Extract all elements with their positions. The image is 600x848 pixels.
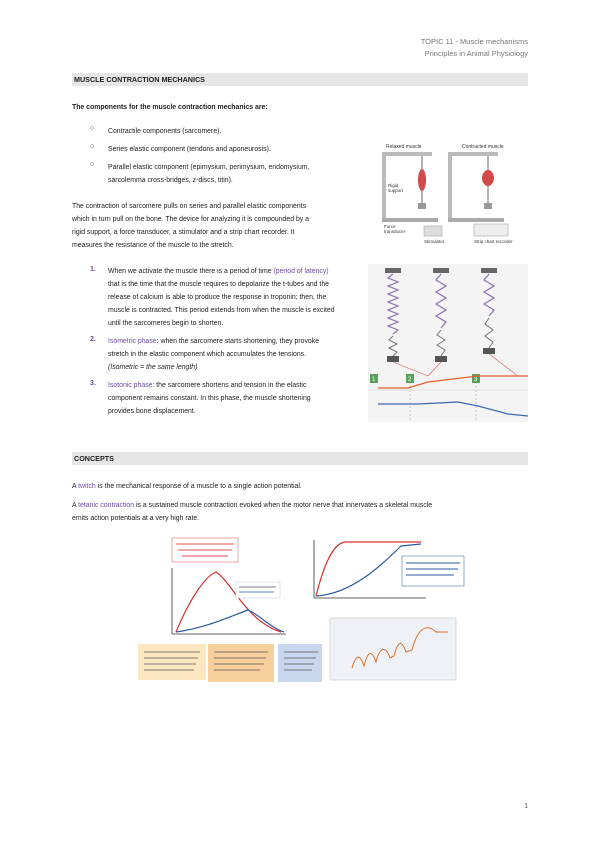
step1-line1 bbox=[108, 266, 329, 277]
label-relaxed: Relaxed muscle bbox=[386, 144, 422, 150]
twitch-curve bbox=[176, 610, 284, 632]
bullet-parallel-cont: sarcolemma cross-bridges, z-discs, titin). bbox=[108, 177, 233, 184]
support-base bbox=[382, 218, 438, 222]
step1-lead: When we activate the muscle there is a period of time bbox=[108, 268, 274, 275]
tetanic-definition bbox=[72, 500, 432, 511]
elastic-component-figure bbox=[368, 264, 528, 422]
section-title-mechanics: MUSCLE CONTRACTION MECHANICS bbox=[72, 73, 528, 86]
bullet-contractile: Contractile components (sarcomere). bbox=[108, 128, 222, 135]
label-force: Force bbox=[384, 224, 396, 229]
bullet-marker: ○ bbox=[90, 161, 95, 168]
twitch-graphs-figure bbox=[136, 536, 476, 682]
phase-label-3: 3 bbox=[474, 377, 478, 383]
relaxed-muscle bbox=[418, 169, 426, 191]
para-line: which in turn pull on the bone. The device for analyzing it is compounded by a bbox=[72, 216, 309, 223]
twitch-definition bbox=[72, 481, 302, 492]
step1-line: that is the time that the muscle requires to depolarize the t-tubes and the bbox=[108, 281, 330, 288]
label-rigid: Rigid bbox=[388, 183, 399, 188]
force-transducer-left bbox=[418, 203, 426, 209]
step-number: 2. bbox=[90, 336, 96, 343]
relaxation-note bbox=[278, 644, 322, 682]
step1-term: (period of latency) bbox=[273, 268, 329, 275]
label-support: support bbox=[388, 188, 404, 193]
tetanic-rest: is a sustained muscle contraction evoked when the motor nerve that innervates a skeletal muscle bbox=[134, 502, 433, 509]
tetanic-line2: emits action potentials at a very high rate. bbox=[72, 515, 200, 522]
callout-box bbox=[402, 556, 464, 586]
step2-italic: (Isometric = the same length) bbox=[108, 364, 198, 371]
page-number: 1 bbox=[524, 803, 528, 810]
bullet-series: Series elastic component (tendons and aponeurosis). bbox=[108, 146, 271, 153]
stimulator-box bbox=[424, 226, 442, 236]
para-line: rigid support, a force transducer, a stimulator and a strip chart recorder. It bbox=[72, 229, 295, 236]
step2-line1 bbox=[108, 336, 319, 347]
strip-chart-recorder bbox=[474, 224, 508, 236]
step1-line: until the sarcomeres begin to shorten. bbox=[108, 320, 224, 327]
label-transducer: transducer bbox=[384, 229, 406, 234]
header-course: Principles in Animal Physiology bbox=[424, 49, 528, 58]
intro-text: The components for the muscle contraction mechanics are: bbox=[72, 104, 268, 111]
bullet-parallel: Parallel elastic component (epimysium, perimysium, endomysium, bbox=[108, 164, 310, 171]
step3-line1 bbox=[108, 380, 306, 391]
para-line: The contraction of sarcomere pulls on series and parallel elastic components bbox=[72, 203, 307, 210]
twitch-graph bbox=[172, 538, 286, 634]
header-topic: TOPIC 11 - Muscle mechanisms bbox=[420, 37, 528, 46]
label-stimulator: Stimulator bbox=[424, 239, 445, 244]
step-number: 3. bbox=[90, 380, 96, 387]
tetanic-pre: A bbox=[72, 502, 79, 509]
twitch-term: twitch bbox=[78, 483, 96, 490]
muscle-apparatus-figure bbox=[378, 140, 530, 246]
phase-label-1: 1 bbox=[372, 377, 376, 383]
running-header bbox=[421, 36, 528, 60]
twitch-pre: A bbox=[72, 483, 79, 490]
step3-rest: : the sarcomere shortens and tension in the elastic bbox=[152, 382, 307, 389]
bullet-marker: ○ bbox=[90, 125, 95, 132]
tension-graph bbox=[314, 540, 464, 598]
step3-line: provides bone displacement. bbox=[108, 408, 196, 415]
action-potential-curve bbox=[176, 572, 281, 632]
label-recorder: Strip chart recorder bbox=[474, 239, 513, 244]
bullet-marker: ○ bbox=[90, 143, 95, 150]
support-arm bbox=[382, 152, 432, 156]
para-line: measures the resistance of the muscle to the stretch. bbox=[72, 242, 234, 249]
step-number: 1. bbox=[90, 266, 96, 273]
contraction-note bbox=[208, 644, 274, 682]
step2-line: stretch in the elastic component which accumulates the tensions. bbox=[108, 351, 307, 358]
twitch-rest: is the mechanical response of a muscle to a single action potential. bbox=[95, 483, 302, 490]
step1-line: muscle is contracted. This period extends from when the muscle is excited bbox=[108, 307, 335, 314]
phase-label-2: 2 bbox=[408, 377, 412, 383]
step2-term: Isometric phase bbox=[108, 338, 157, 345]
label-contracted: Contracted muscle bbox=[462, 144, 504, 150]
step2-rest: : when the sarcomere starts shortening, they provoke bbox=[156, 338, 320, 345]
summation-graph bbox=[330, 618, 456, 680]
contracted-muscle bbox=[482, 170, 494, 186]
latency-note bbox=[138, 644, 206, 680]
section-title-concepts: CONCEPTS bbox=[72, 452, 528, 465]
step3-term: Isotonic phase bbox=[108, 382, 153, 389]
step3-line: component remains constant. In this phase, the muscle shortening bbox=[108, 395, 311, 402]
rigid-support-left bbox=[382, 152, 386, 220]
step1-line: release of calcium is able to produce the response in troponin; then, the bbox=[108, 294, 327, 301]
tetanic-term: tetanic contraction bbox=[78, 502, 135, 509]
